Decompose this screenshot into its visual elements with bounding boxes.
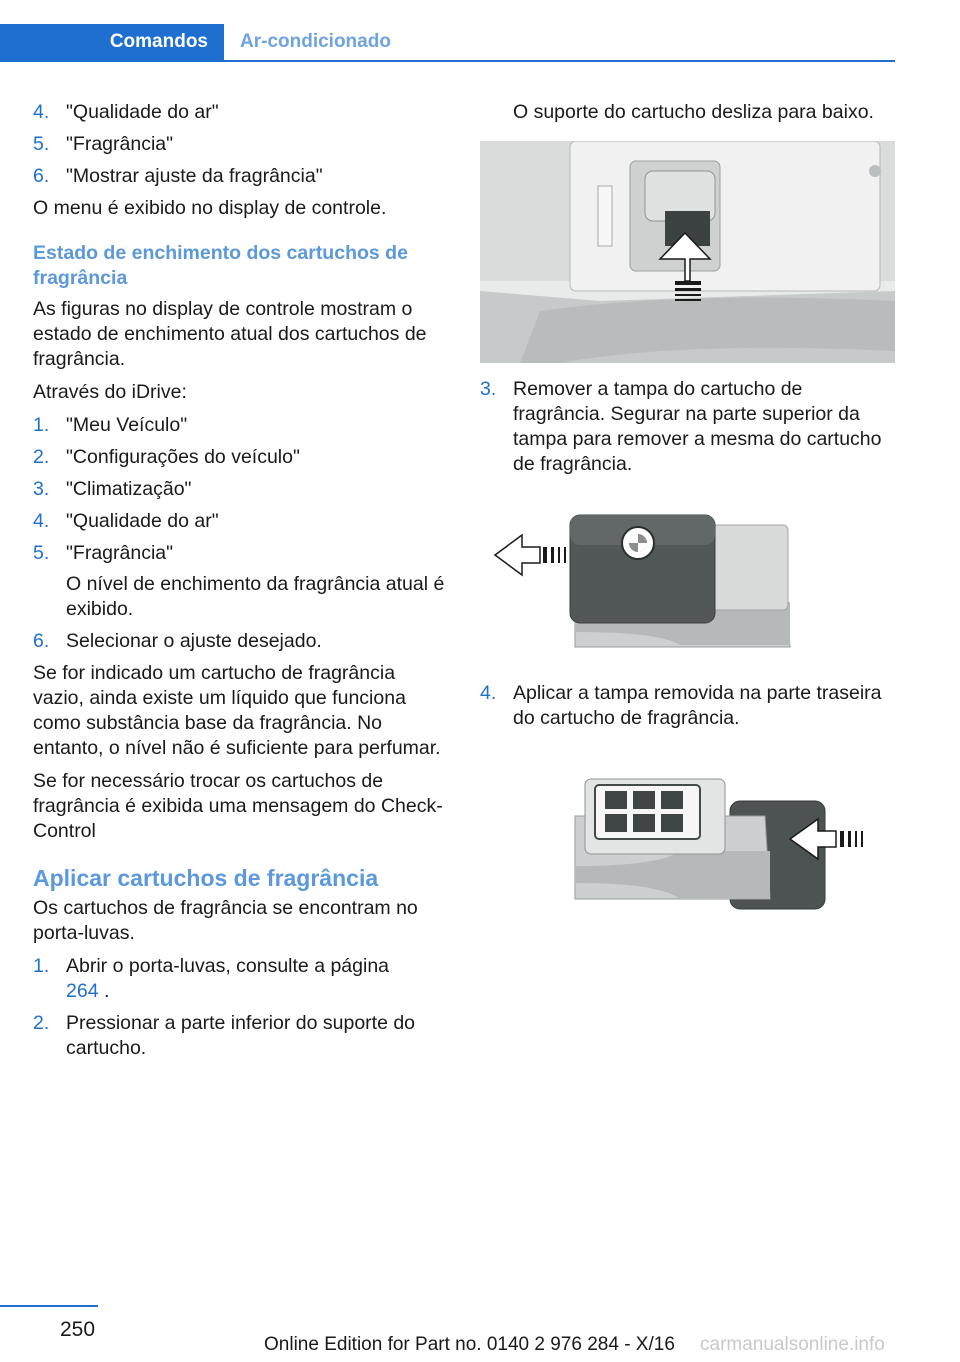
vazio-paragraph: Se for indicado um cartucho de fragrância vazio, ainda existe um líquido que funciona como substância base da fragrância. No entanto, o nível não é suficiente para perfumar. <box>33 662 441 759</box>
list-item: 2. "Configurações do veículo" <box>33 446 300 468</box>
figuras-paragraph: As figuras no display de controle mostram o estado de enchimento atual dos cartuchos de fragrância. <box>33 298 427 370</box>
suporte-paragraph: O suporte do cartucho desliza para baixo. <box>513 101 874 123</box>
list-item: 3. "Climatização" <box>33 478 192 500</box>
remove-cap-illustration <box>480 497 895 667</box>
tab-ar-condicionado[interactable]: Ar-condicionado <box>240 31 391 52</box>
list-item: 4. "Qualidade do ar" <box>33 101 219 123</box>
page-header <box>0 24 895 62</box>
page-number: 250 <box>60 1318 96 1341</box>
list-item: 6. "Mostrar ajuste da fragrância" <box>33 165 323 187</box>
right-column <box>480 100 895 935</box>
list-item: 1. Abrir o porta-luvas, consulte a página 264 . <box>33 955 390 1002</box>
header-rule <box>0 60 895 62</box>
list-item: 5. "Fragrância" <box>33 133 174 155</box>
list-item: 4. "Qualidade do ar" <box>33 510 219 532</box>
list-item: 6. Selecionar o ajuste desejado. <box>33 630 322 652</box>
apply-cap-illustration <box>480 771 895 921</box>
page-link-264[interactable]: 264 <box>66 980 99 1002</box>
idrive-paragraph: Através do iDrive: <box>33 381 187 403</box>
glovebox-holder-illustration <box>480 141 895 363</box>
menu-paragraph: O menu é exibido no display de controle. <box>33 197 387 219</box>
list-item: 4. Aplicar a tampa removida na parte traseira do cartucho de fragrância. <box>480 682 882 729</box>
watermark-text: carmanualsonline.info <box>700 1334 885 1355</box>
trocar-paragraph: Se for necessário trocar os cartuchos de fragrância é exibida uma mensagem do Check-Control <box>33 770 443 842</box>
heading-estado: Estado de enchimento dos cartuchos de fragrância <box>33 242 408 289</box>
list-item: 5. "Fragrância" O nível de enchimento da fragrância atual é exibido. <box>33 542 445 620</box>
heading-aplicar: Aplicar cartuchos de fragrância <box>33 865 379 891</box>
list-item: 1. "Meu Veículo" <box>33 414 188 436</box>
list-item: 3. Remover a tampa do cartucho de fragrância. Segurar na parte superior da tampa para remover a mesma do cartucho de fragrância. <box>480 378 882 475</box>
tab-comandos[interactable]: Comandos <box>0 24 224 60</box>
left-column <box>33 100 448 1068</box>
footer-rule <box>0 1305 98 1307</box>
edition-text: Online Edition for Part no. 0140 2 976 284 - X/16 <box>264 1334 675 1355</box>
list-item: 2. Pressionar a parte inferior do suporte do cartucho. <box>33 1012 416 1059</box>
porta-paragraph: Os cartuchos de fragrância se encontram no porta-luvas. <box>33 897 418 944</box>
